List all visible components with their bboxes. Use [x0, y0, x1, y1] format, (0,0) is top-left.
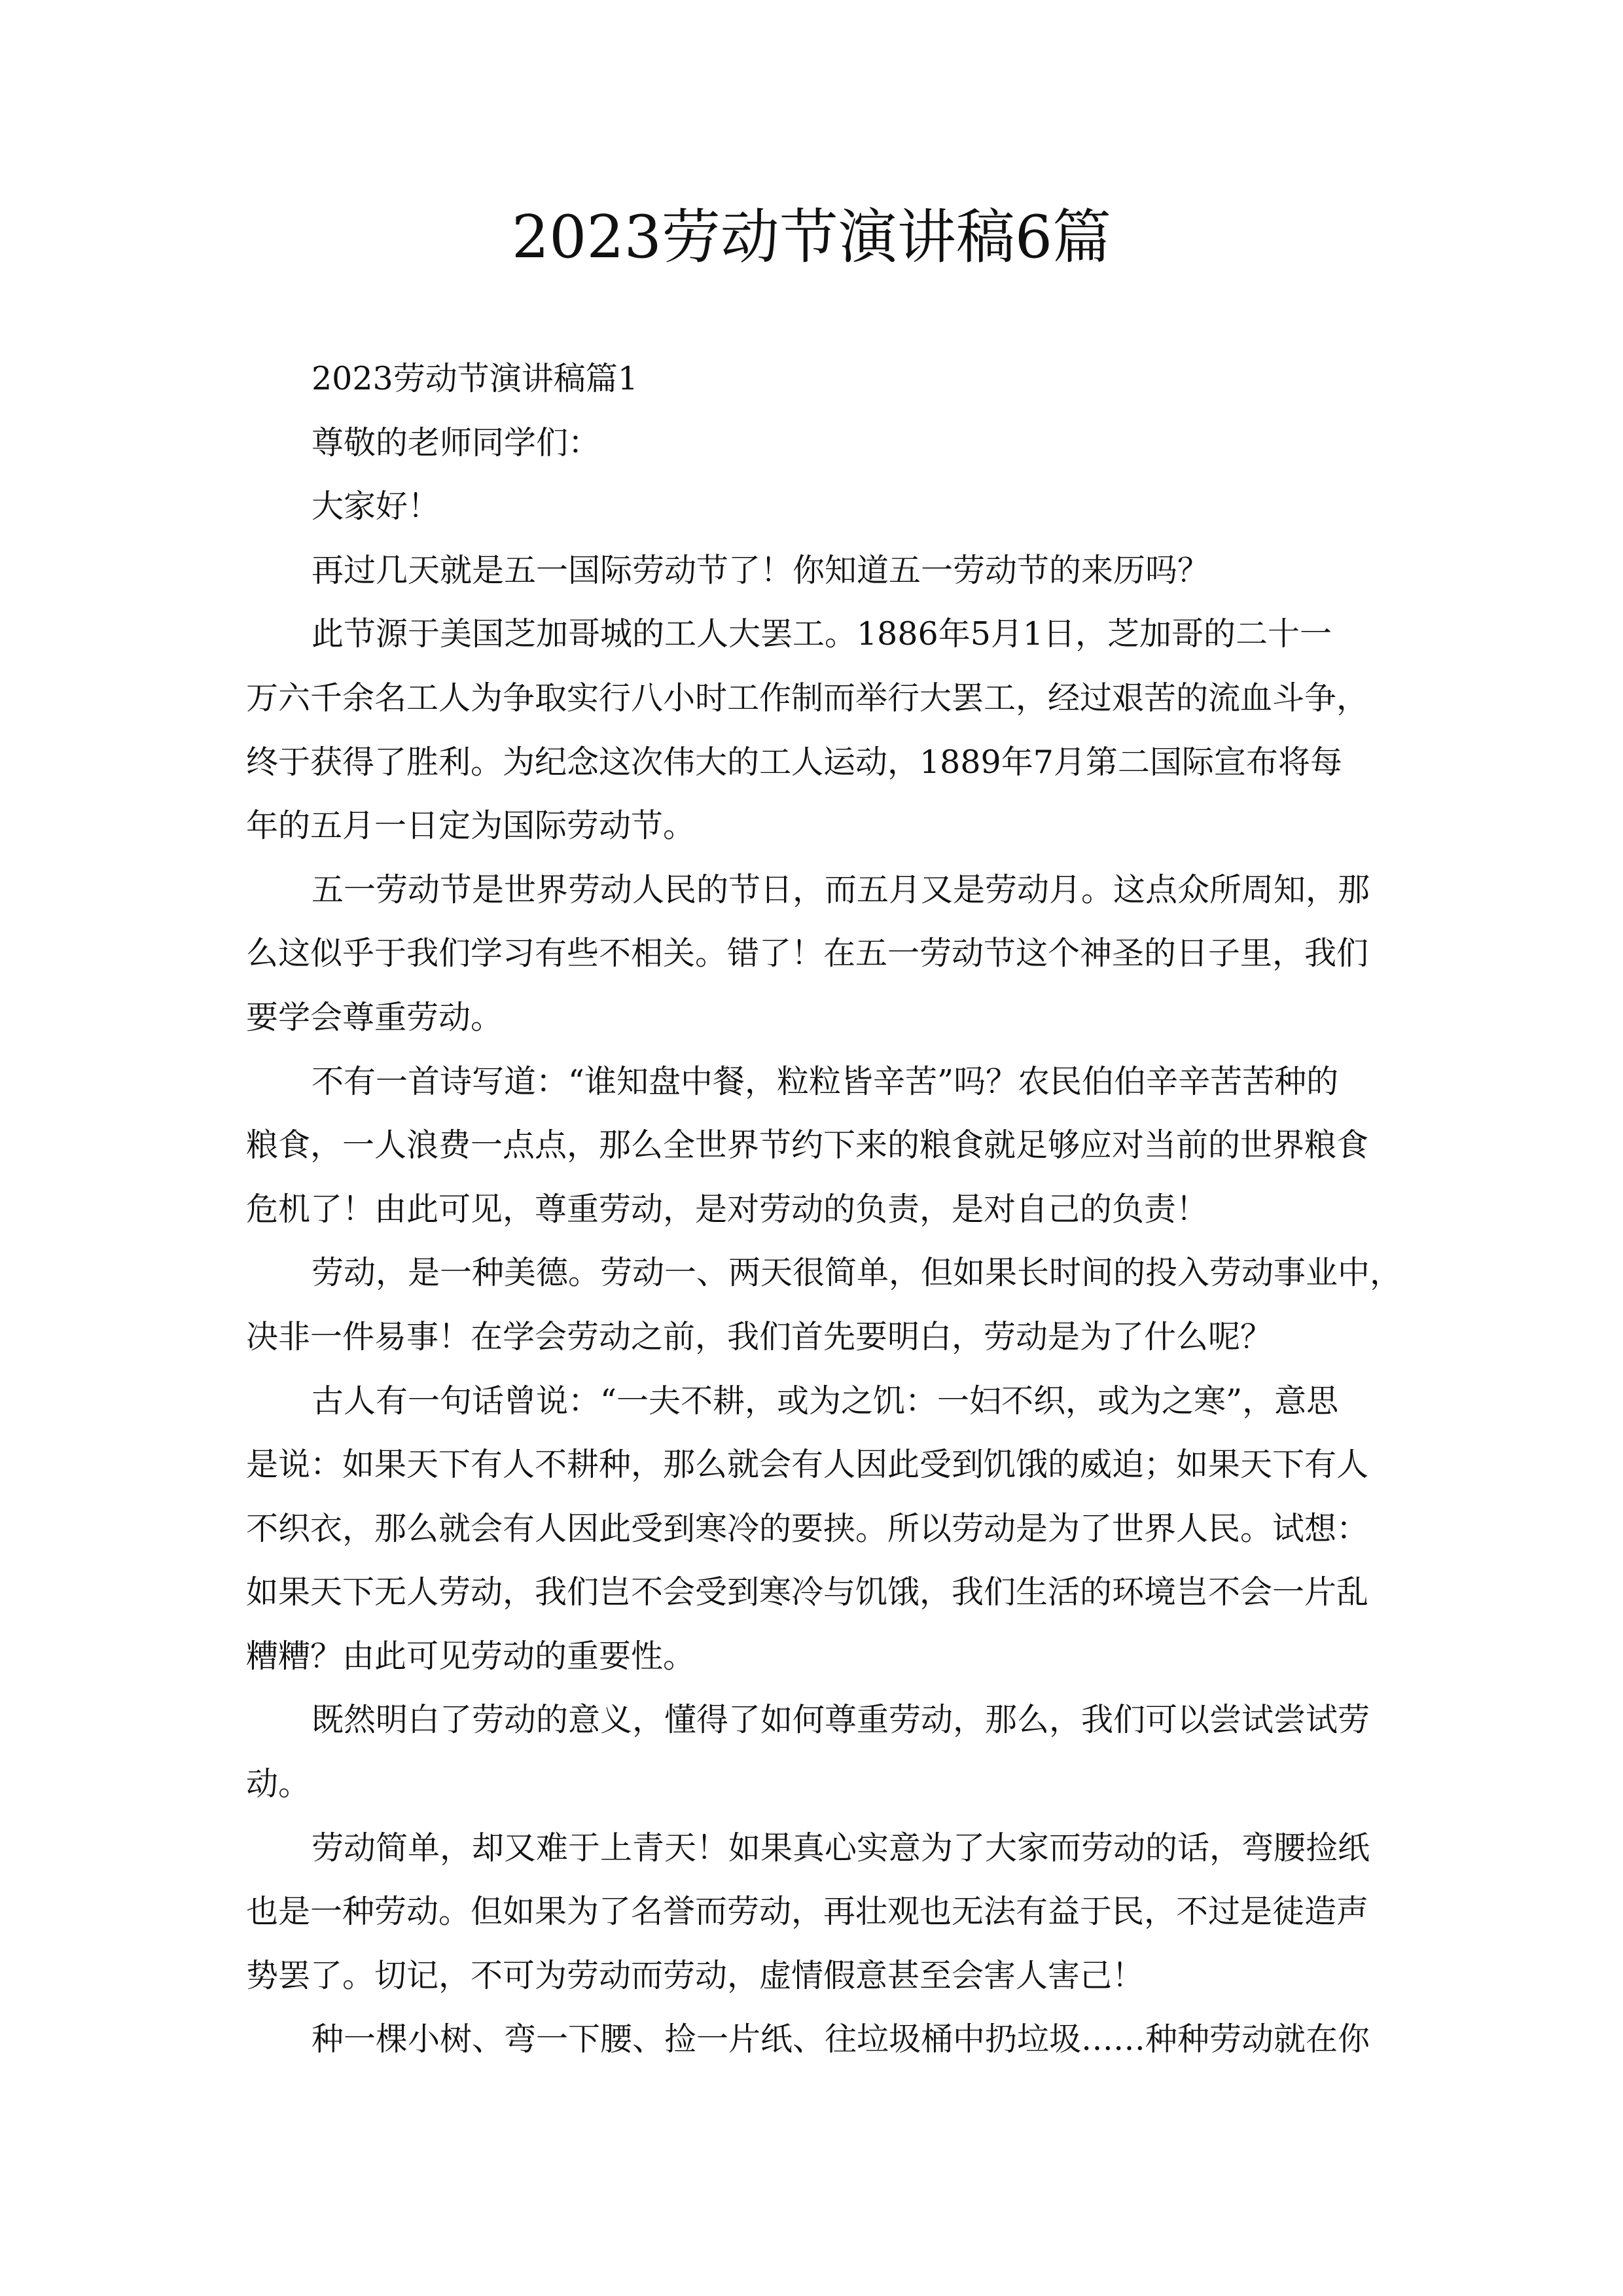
- document-body: [246, 347, 1402, 2072]
- paragraph: [246, 602, 1378, 857]
- paragraph: [246, 539, 1378, 603]
- text-line: 不织衣，那么就会有人因此受到寒冷的要挟。所以劳动是为了世界人民。试想：: [246, 1509, 1369, 1547]
- text-line: 尊敬的老师同学们：: [312, 423, 601, 461]
- text-line: 糟糟？由此可见劳动的重要性。: [246, 1637, 696, 1675]
- text-line: 动。: [246, 1765, 311, 1803]
- paragraph: [246, 475, 1378, 539]
- paragraph: [246, 858, 1378, 1050]
- document-title: 2023劳动节演讲稿6篇: [511, 203, 1112, 272]
- paragraph: [246, 347, 1378, 411]
- text-line: 既然明白了劳动的意义，懂得了如何尊重劳动，那么，我们可以尝试尝试劳: [312, 1701, 1370, 1739]
- text-line: 也是一种劳动。但如果为了名誉而劳动，再壮观也无法有益于民，不过是徒造声: [246, 1893, 1369, 1931]
- text-line: 万六千余名工人为争取实行八小时工作制而举行大罢工，经过艰苦的流血斗争，: [246, 679, 1369, 717]
- text-line: 此节源于美国芝加哥城的工人大罢工。1886年5月1日，芝加哥的二十一: [312, 615, 1332, 653]
- text-line: 2023劳动节演讲稿篇1: [312, 360, 638, 397]
- text-line: 危机了！由此可见，尊重劳动，是对劳动的负责，是对自己的负责！: [246, 1190, 1209, 1228]
- text-line: 如果天下无人劳动，我们岂不会受到寒冷与饥饿，我们生活的环境岂不会一片乱: [246, 1573, 1369, 1611]
- text-line: 年的五月一日定为国际劳动节。: [246, 807, 696, 845]
- text-line: 势罢了。切记，不可为劳动而劳动，虚情假意甚至会害人害己！: [246, 1956, 1145, 1994]
- paragraph: [246, 2007, 1378, 2072]
- paragraph: [246, 1369, 1378, 1689]
- text-line: 终于获得了胜利。为纪念这次伟大的工人运动，1889年7月第二国际宣布将每: [246, 743, 1342, 781]
- text-line: 大家好！: [312, 488, 440, 526]
- text-line: 劳动，是一种美德。劳动一、两天很简单，但如果长时间的投入劳动事业中，: [312, 1254, 1402, 1292]
- text-line: 再过几天就是五一国际劳动节了！你知道五一劳动节的来历吗？: [312, 551, 1210, 589]
- paragraph: [246, 1241, 1402, 1369]
- text-line: 要学会尊重劳动。: [246, 998, 503, 1036]
- paragraph: [246, 1688, 1378, 1816]
- text-line: 是说：如果天下有人不耕种，那么就会有人因此受到饥饿的威迫；如果天下有人: [246, 1446, 1369, 1484]
- text-line: 劳动简单，却又难于上青天！如果真心实意为了大家而劳动的话，弯腰捡纸: [312, 1829, 1370, 1867]
- paragraph: [246, 1050, 1378, 1242]
- text-line: 粮食，一人浪费一点点，那么全世界节约下来的粮食就足够应对当前的世界粮食: [246, 1126, 1369, 1164]
- text-line: 不有一首诗写道：“谁知盘中餐，粒粒皆辛苦”吗？农民伯伯辛辛苦苦种的: [312, 1062, 1339, 1100]
- paragraph: [246, 411, 1378, 475]
- text-line: 五一劳动节是世界劳动人民的节日，而五月又是劳动月。这点众所周知，那: [312, 870, 1370, 908]
- text-line: 古人有一句话曾说：“一夫不耕，或为之饥：一妇不织，或为之寒”，意思: [312, 1382, 1339, 1420]
- text-line: 么这似乎于我们学习有些不相关。错了！在五一劳动节这个神圣的日子里，我们: [246, 935, 1369, 973]
- text-line: 种一棵小树、弯一下腰、捡一片纸、往垃圾桶中扔垃圾……种种劳动就在你: [312, 2020, 1370, 2058]
- paragraph: [246, 1816, 1378, 2008]
- text-line: 决非一件易事！在学会劳动之前，我们首先要明白，劳动是为了什么呢？: [246, 1318, 1273, 1355]
